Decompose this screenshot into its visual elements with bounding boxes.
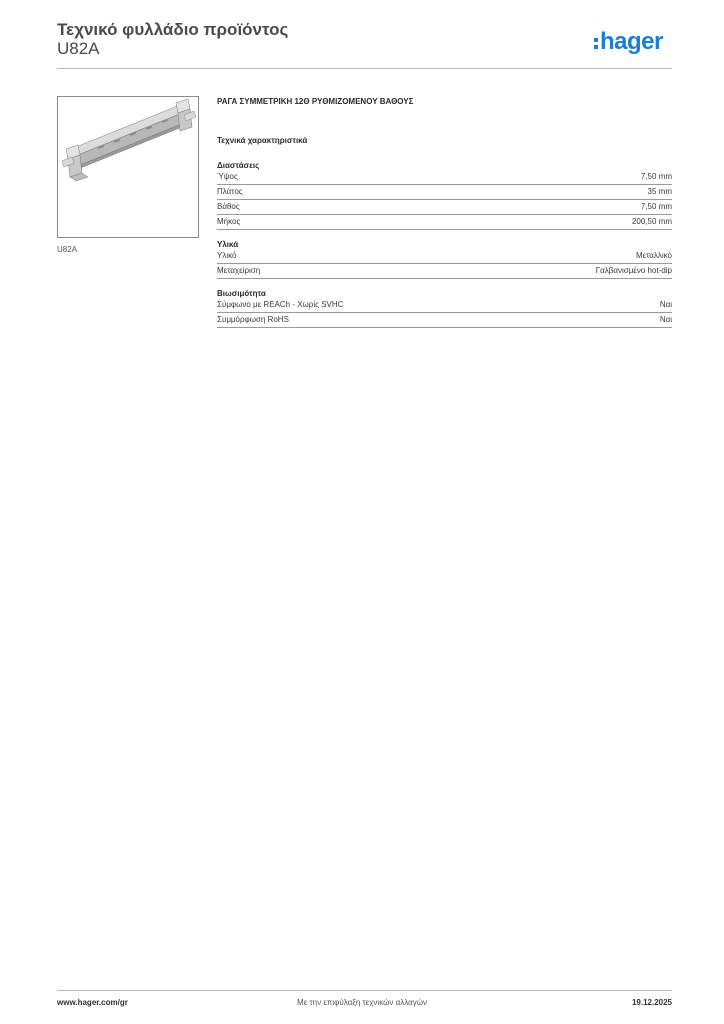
spec-value: Ναι (659, 300, 672, 309)
din-rail-image (58, 97, 198, 237)
spec-label: Σύμφωνο με REACh - Χωρίς SVHC (217, 300, 344, 309)
spec-value: 7,50 mm (640, 202, 672, 211)
spec-group-sustainability (217, 289, 672, 328)
group-title: Υλικά (217, 240, 239, 249)
spec-row (217, 313, 672, 328)
footer-divider (57, 990, 672, 991)
spec-value: 35 mm (647, 187, 672, 196)
footer-notice: Με την επιφύλαξη τεχνικών αλλαγών (297, 998, 427, 1007)
product-reference: U82A (57, 39, 100, 58)
document-title: Τεχνικό φυλλάδιο προϊόντος (57, 20, 289, 39)
logo-text: hager (600, 28, 663, 55)
section-title: Τεχνικά χαρακτηριστικά (217, 136, 308, 145)
group-title: Βιωσιμότητα (217, 289, 266, 298)
spec-label: Μήκος (217, 217, 241, 226)
product-specs (217, 96, 672, 328)
spec-row (217, 185, 672, 200)
spec-row (217, 170, 672, 185)
spec-label: Πλάτος (217, 187, 243, 196)
spec-label: Υλικό (217, 251, 237, 260)
spec-group-materials (217, 240, 672, 279)
logo-dots-icon (594, 38, 598, 49)
spec-value: Μεταλλικό (635, 251, 672, 260)
spec-label: Βάθος (217, 202, 240, 211)
spec-row (217, 264, 672, 279)
spec-value: 200,50 mm (631, 217, 672, 226)
spec-value: Γαλβανισμένο hot-dip (595, 266, 672, 275)
footer-date: 19.12.2025 (631, 998, 672, 1007)
image-caption: U82A (57, 245, 78, 254)
spec-row (217, 249, 672, 264)
spec-value: Ναι (659, 315, 672, 324)
group-title: Διαστάσεις (217, 161, 260, 170)
spec-group-dimensions (217, 161, 672, 230)
spec-label: Συμμόρφωση RoHS (217, 315, 289, 324)
spec-row (217, 298, 672, 313)
footer-website[interactable]: www.hager.com/gr (57, 998, 128, 1007)
spec-row (217, 215, 672, 230)
product-image (57, 96, 199, 238)
header-divider (57, 68, 672, 69)
product-name: ΡΑΓΑ ΣΥΜΜΕΤΡΙΚΗ 12Θ ΡΥΘΜΙΖΟΜΕΝΟΥ ΒΑΘΟΥΣ (217, 97, 414, 106)
spec-row (217, 200, 672, 215)
spec-value: 7,50 mm (640, 172, 672, 181)
spec-label: Ύψος (217, 172, 238, 181)
hager-logo (594, 27, 663, 57)
spec-label: Μεταχείριση (217, 266, 261, 275)
